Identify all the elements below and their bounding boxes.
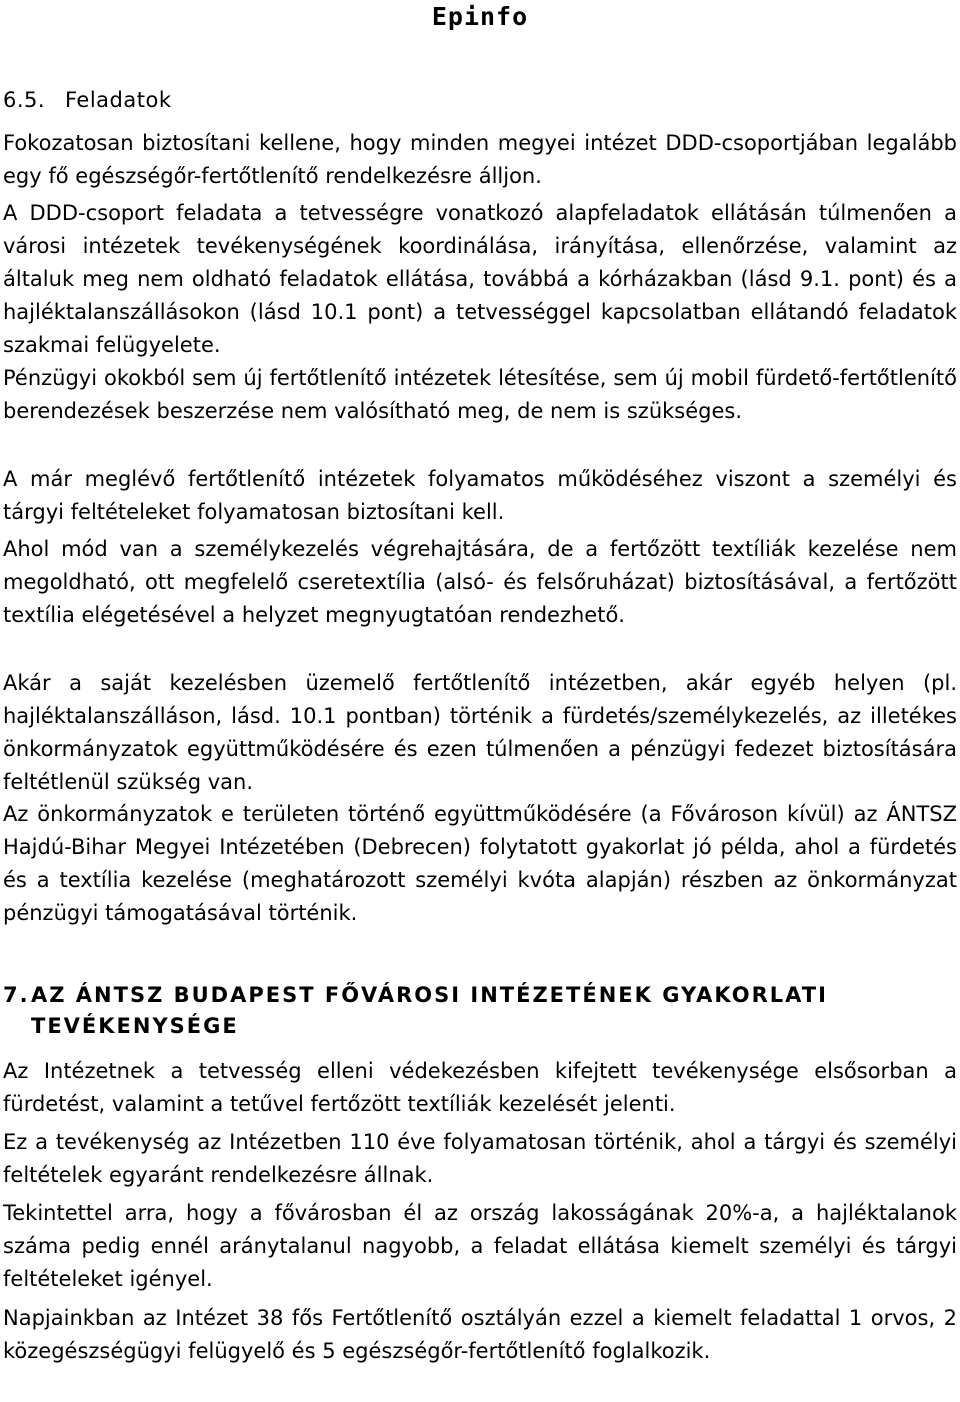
- paragraph: Ez a tevékenység az Intézetben 110 éve folyamatosan történik, ahol a tárgyi és személyi feltételek egyaránt rendelkezésre állnak.: [3, 1130, 957, 1187]
- section-number: 7.: [3, 983, 30, 1007]
- section-7-heading: [3, 980, 957, 1042]
- paragraph: Akár a saját kezelésben üzemelő fertőtlenítő intézetben, akár egyéb helyen (pl. hajléktalanszálláson, lásd. 10.1 pontban) történik a fürdetés/személykezelés, az illetékes önkormányzatok együttműködésére és ezen túlmenően a pénzügyi fedezet biztosítására feltétlenül szükség van.: [3, 671, 957, 794]
- paragraph: Az Intézetnek a tetvesség elleni védekezésben kifejtett tevékenysége elsősorban a fürdetést, valamint a tetűvel fertőzött textíliák kezelését jelenti.: [3, 1059, 957, 1116]
- epinfo-logo: Epinfo: [431, 2, 529, 31]
- section-number: 6.5.: [3, 88, 46, 112]
- paragraph: A már meglévő fertőtlenítő intézetek folyamatos működéséhez viszont a személyi és tárgyi feltételeket folyamatosan biztosítani kell.: [3, 467, 957, 524]
- paragraph: Napjainkban az Intézet 38 fős Fertőtlenítő osztályán ezzel a kiemelt feladattal 1 orvos, 2 közegészségügyi felügyelő és 5 egészségőr-fertőtlenítő foglalkozik.: [3, 1306, 957, 1363]
- paragraph: Pénzügyi okokból sem új fertőtlenítő intézetek létesítése, sem új mobil fürdető-fertőtlenítő berendezések beszerzése nem valósítható meg, de nem is szükséges.: [3, 366, 957, 423]
- paragraph: Az önkormányzatok e területen történő együttműködésére (a Fővároson kívül) az ÁNTSZ Hajdú-Bihar Megyei Intézetében (Debrecen) folytatott gyakorlat jó példa, ahol a fürdetés és a textília kezelése (meghatározott személyi kvóta alapján) részben az önkormányzat pénzügyi támogatásával történik.: [3, 802, 957, 925]
- section-6-5-heading: [3, 85, 172, 116]
- section-title: Feladatok: [65, 88, 172, 112]
- paragraph: A DDD-csoport feladata a tetvességre vonatkozó alapfeladatok ellátásán túlmenően a városi intézetek tevékenységének koordinálása, irányítása, ellenőrzése, valamint az általuk meg nem oldható feladatok ellátása, továbbá a kórházakban (lásd 9.1. pont) és a hajléktalanszállásokon (lásd 10.1 pont) a tetvességgel kapcsolatban ellátandó feladatok szakmai felügyelete.: [3, 201, 957, 357]
- section-title-line1: AZ ÁNTSZ BUDAPEST FŐVÁROSI INTÉZETÉNEK GYAKORLATI: [31, 983, 828, 1007]
- section-title-line2: TEVÉKENYSÉGE: [31, 1014, 239, 1038]
- paragraph: Fokozatosan biztosítani kellene, hogy minden megyei intézet DDD-csoportjában legalább egy fő egészségőr-fertőtlenítő rendelkezésre álljon.: [3, 131, 957, 188]
- paragraph: Tekintettel arra, hogy a fővárosban él az ország lakosságának 20%-a, a hajléktalanok száma pedig ennél aránytalanul nagyobb, a feladat ellátása kiemelt személyi és tárgyi feltételeket igényel.: [3, 1201, 957, 1291]
- paragraph: Ahol mód van a személykezelés végrehajtására, de a fertőzött textíliák kezelése nem megoldható, ott megfelelő cseretextília (alsó- és felsőruházat) biztosításával, a fertőzött textília elégetésével a helyzet megnyugtatóan rendezhető.: [3, 537, 957, 627]
